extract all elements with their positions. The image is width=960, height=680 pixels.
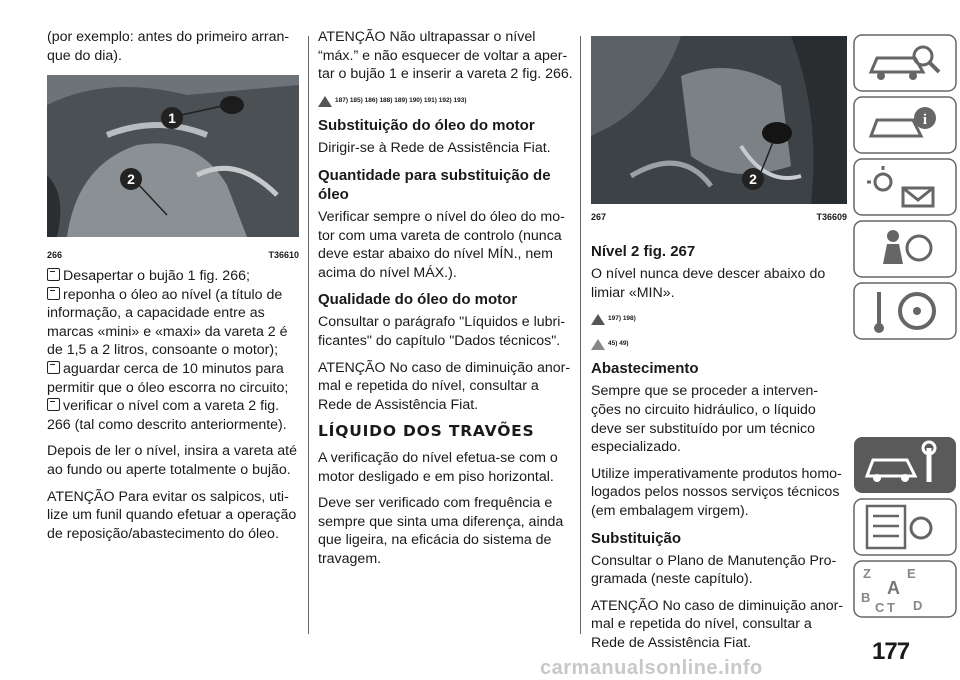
checklist-icon[interactable] — [853, 498, 957, 556]
section-title: LÍQUIDO DOS TRAVÕES — [318, 422, 535, 441]
paragraph: Deve ser verificado com frequência e sempre que sinta uma diferença, ainda que ligeira, na eficácia do sistema de travagem. — [318, 495, 564, 567]
warning-paragraph: ATENÇÃO No caso de diminuição anor-mal e repetida do nível, consultar a Rede de Assistência Fiat. — [591, 597, 844, 651]
heading: Substituição — [591, 529, 682, 547]
engine-photo-266 — [47, 75, 299, 237]
paragraph: Dirigir-se à Rede de Assistência Fiat. — [318, 140, 551, 157]
note-refs: 45) 49) — [591, 335, 847, 354]
car-search-icon[interactable] — [853, 34, 957, 92]
intro-text: (por exemplo: antes do primeiro arran-que do dia). — [47, 29, 290, 64]
paragraph: Consultar o parágrafo "Líquidos e lubri-ficantes" do capítulo "Dados técnicos". — [318, 314, 566, 349]
paragraph: Sempre que se proceder a interven-ções no circuito hidráulico, o líquido deve ser substituído por um técnico especializado. — [591, 383, 819, 456]
column-2 — [318, 0, 574, 576]
page-number: 177 — [872, 638, 910, 665]
bullet-item: aguardar cerca de 10 minutos para permitir que o óleo escorra no circuito; — [47, 360, 289, 396]
figure-code: T36609 — [816, 212, 847, 222]
bullet-icon — [47, 398, 60, 411]
heading: Quantidade para substituição de óleo — [318, 166, 551, 203]
column-divider — [580, 36, 581, 634]
column-3-body — [591, 238, 847, 661]
figure-number: 266 — [47, 250, 63, 260]
engine-photo-267 — [591, 36, 847, 204]
heading: Substituição do óleo do motor — [318, 117, 535, 135]
callout-2: 2 — [749, 171, 757, 187]
paragraph: Consultar o Plano de Manutenção Pro-gramada (neste capítulo). — [591, 552, 837, 588]
lights-mail-icon[interactable] — [853, 158, 957, 216]
index-letter: T — [887, 600, 895, 615]
svg-text:i: i — [922, 112, 928, 128]
key-steering-icon[interactable] — [853, 282, 957, 340]
car-info-icon[interactable] — [853, 96, 957, 154]
column-1-body — [47, 267, 299, 551]
alphabet-index-icon[interactable] — [853, 560, 957, 618]
airbag-person-icon[interactable] — [853, 220, 957, 278]
warning-refs: 197) 198) — [591, 310, 847, 329]
bullet-icon — [47, 268, 60, 281]
bullet-icon — [47, 287, 60, 300]
warning-paragraph: ATENÇÃO Não ultrapassar o nível “máx.” e não esquecer de voltar a aper-tar o bujão 1 e inserir a vareta 2 fig. 266. — [318, 29, 573, 83]
callout-1: 1 — [168, 110, 176, 126]
figure-code: T36610 — [268, 250, 299, 260]
note-icon — [591, 339, 605, 350]
bullet-icon — [47, 361, 60, 374]
warning-refs: 187) 185) 186) 188) 189) 190) 191) 192) 193) — [318, 92, 574, 111]
bullet-item: reponha o óleo ao nível (a título de informação, a capacidade entre as marcas «mini» e «maxi» da vareta 2 é de 1,5 a 2 litros, consoante o motor); — [47, 286, 288, 359]
paragraph: O nível nunca deve descer abaixo do limiar «MIN». — [591, 266, 826, 301]
warning-triangle-icon — [318, 96, 332, 107]
paragraph: Utilize imperativamente produtos homo-logados pelos nossos serviços técnicos (em embalagem virgem). — [591, 465, 842, 519]
callout-2: 2 — [127, 171, 135, 187]
chapter-sidebar — [853, 0, 960, 678]
bullet-item: verificar o nível com a vareta 2 fig. 266 (tal como descrito anteriormente). — [47, 398, 287, 433]
warning-triangle-icon — [591, 314, 605, 325]
heading: Qualidade do óleo do motor — [318, 291, 518, 309]
index-letter: C — [875, 600, 885, 615]
figure-266 — [47, 75, 299, 237]
column-1 — [47, 0, 299, 73]
bullet-item: Desapertar o bujão 1 fig. 266; — [47, 267, 299, 286]
paragraph: Verificar sempre o nível do óleo do mo-tor com uma vareta de controlo (nunca deve estar abaixo do nível MÍN., nem acima do nível MÁX.). — [318, 208, 565, 281]
figure-267 — [591, 36, 847, 204]
figure-266-caption — [47, 250, 299, 260]
footer-watermark: carmanualsonline.info — [540, 657, 763, 679]
warning-paragraph: ATENÇÃO No caso de diminuição anor-mal e repetida do nível, consultar a Rede de Assistência Fiat. — [318, 359, 571, 413]
paragraph: A verificação do nível efetua-se com o motor desligado e em piso horizontal. — [318, 449, 558, 485]
index-letter: A — [887, 578, 900, 598]
index-letter: D — [913, 598, 923, 613]
index-letter: B — [861, 590, 871, 605]
index-letter: E — [907, 566, 916, 581]
heading: Abastecimento — [591, 360, 699, 378]
car-wrench-icon[interactable] — [853, 436, 957, 494]
warning-paragraph: ATENÇÃO Para evitar os salpicos, uti-lize um funil quando efetuar a operação de reposição/abastecimento do óleo. — [47, 488, 297, 542]
index-letter: Z — [863, 566, 871, 581]
column-divider — [308, 36, 309, 634]
figure-number: 267 — [591, 212, 607, 222]
paragraph: Depois de ler o nível, insira a vareta até ao fundo ou aperte totalmente o bujão. — [47, 443, 297, 478]
figure-267-caption — [591, 212, 847, 222]
heading: Nível 2 fig. 267 — [591, 243, 696, 260]
